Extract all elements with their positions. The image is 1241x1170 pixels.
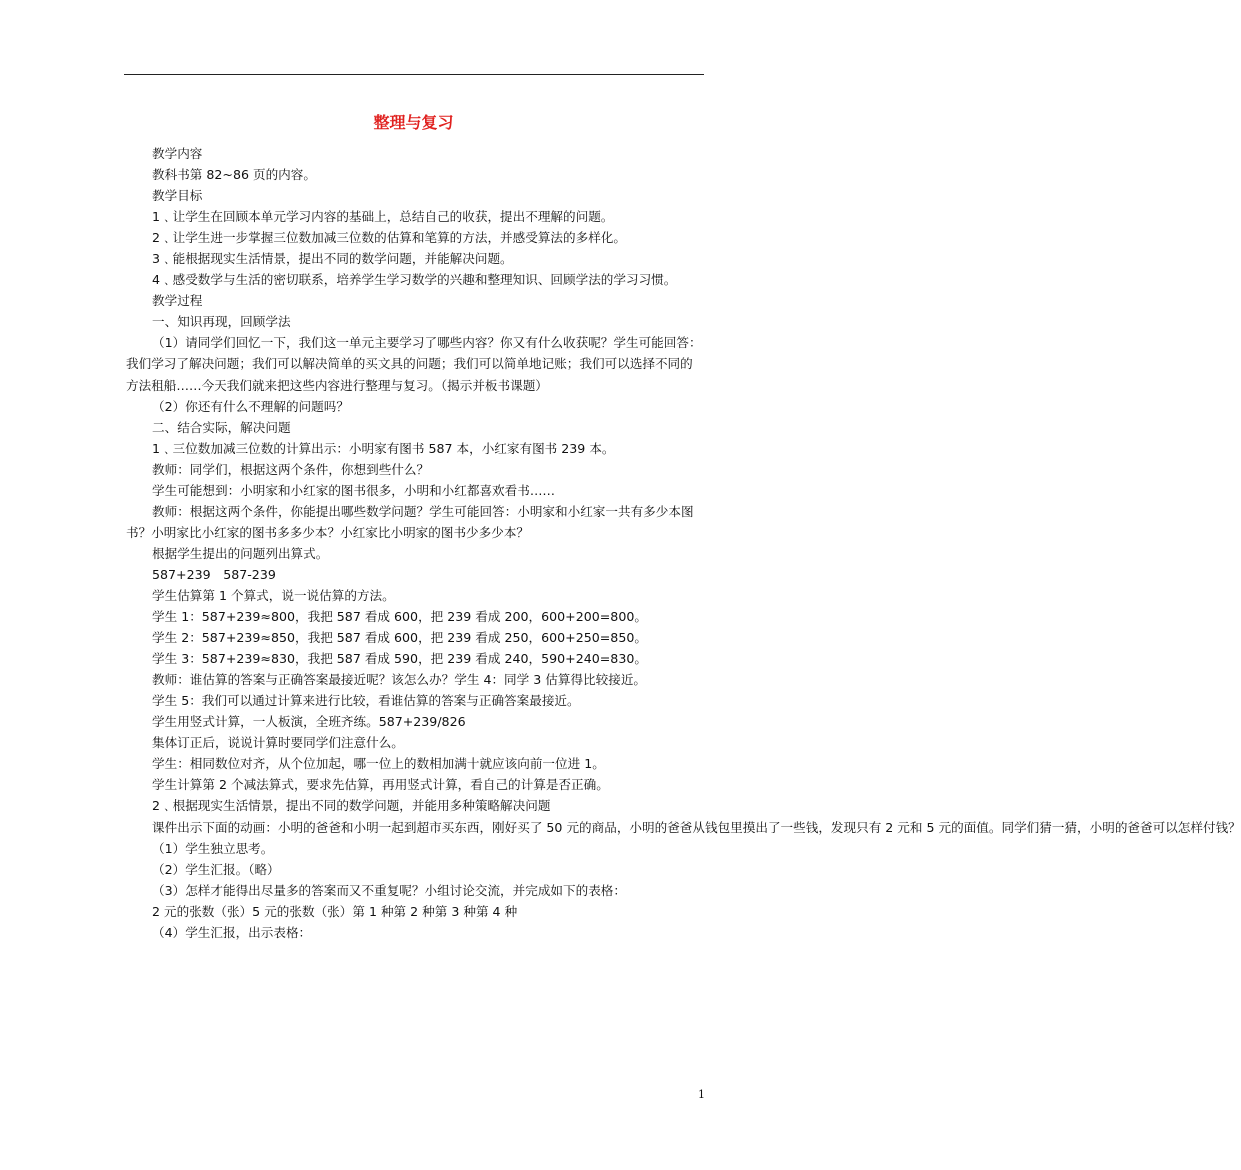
paragraph: 2﹑让学生进一步掌握三位数加减三位数的估算和笔算的方法，并感受算法的多样化。 (152, 230, 626, 246)
paragraph: 1﹑让学生在回顾本单元学习内容的基础上，总结自己的收获，提出不理解的问题。 (152, 209, 614, 225)
paragraph: 根据学生提出的问题列出算式。 (152, 545, 329, 561)
paragraph: （2）你还有什么不理解的问题吗？ (152, 398, 349, 414)
paragraph: 3﹑能根据现实生活情景，提出不同的数学问题，并能解决问题。 (152, 251, 513, 267)
paragraph: 学生可能想到：小明家和小红家的图书很多，小明和小红都喜欢看书…… (152, 482, 555, 498)
page-title: 整理与复习 (373, 113, 454, 132)
paragraph: 学生计算第 2 个减法算式，要求先估算，再用竖式计算，看自己的计算是否正确。 (152, 777, 609, 793)
document-body (126, 143, 1241, 943)
paragraph: （4）学生汇报，出示表格： (152, 924, 312, 940)
paragraph: 教师：根据这两个条件，你能提出哪些数学问题？学生可能回答：小明家和小红家一共有多少本图书？小明家比小红家的图书多多少本？小红家比小明家的图书少多少本？ (126, 503, 694, 540)
paragraph: 一、知识再现，回顾学法 (152, 314, 291, 330)
paragraph: 二、结合实际，解决问题 (152, 419, 291, 435)
paragraph: 1﹑三位数加减三位数的计算出示：小明家有图书 587 本，小红家有图书 239 本。 (152, 440, 615, 456)
paragraph: 学生：相同数位对齐，从个位加起，哪一位上的数相加满十就应该向前一位进 1。 (152, 756, 605, 772)
paragraph: 学生用竖式计算，一人板演，全班齐练。587+239/826 (152, 714, 466, 730)
paragraph: 4﹑感受数学与生活的密切联系，培养学生学习数学的兴趣和整理知识、回顾学法的学习习惯。 (152, 272, 677, 288)
paragraph: （1）请同学们回忆一下，我们这一单元主要学习了哪些内容？你又有什么收获呢？学生可能回答：我们学习了解决问题；我们可以解决简单的买文具的问题；我们可以简单地记账；我们可以选择不同的方法租船……今天我们就来把这些内容进行整理与复习。（揭示并板书课题） (126, 335, 702, 393)
paragraph: 教科书第 82~86 页的内容。 (152, 167, 316, 183)
section-heading: 教学目标 (152, 188, 203, 204)
page-number: 1 (698, 1088, 705, 1101)
paragraph: 教师：谁估算的答案与正确答案最接近呢？该怎么办？学生 4：同学 3 估算得比较接近。 (152, 672, 647, 688)
header-rule (124, 74, 704, 75)
paragraph: 教师：同学们，根据这两个条件，你想到些什么？ (152, 461, 430, 477)
paragraph: 学生 2：587+239≈850，我把 587 看成 600，把 239 看成 250，600+250=850。 (152, 630, 647, 646)
paragraph: 2 元的张数（张）5 元的张数（张）第 1 种第 2 种第 3 种第 4 种 (152, 903, 518, 919)
paragraph: （1）学生独立思考。 (152, 840, 274, 856)
paragraph: 学生估算第 1 个算式，说一说估算的方法。 (152, 587, 395, 603)
paragraph: 学生 3：587+239≈830，我把 587 看成 590，把 239 看成 240，590+240=830。 (152, 651, 647, 667)
paragraph: （3）怎样才能得出尽量多的答案而又不重复呢？小组讨论交流，并完成如下的表格： (152, 882, 626, 898)
paragraph: 学生 1：587+239≈800，我把 587 看成 600，把 239 看成 200，600+200=800。 (152, 609, 647, 625)
section-heading: 教学过程 (152, 293, 203, 309)
paragraph: 集体订正后，说说计算时要同学们注意什么。 (152, 735, 404, 751)
paragraph: 学生 5：我们可以通过计算来进行比较，看谁估算的答案与正确答案最接近。 (152, 693, 580, 709)
paragraph: 587+239 587-239 (152, 566, 276, 582)
section-heading: 教学内容 (152, 146, 203, 161)
paragraph: （2）学生汇报。（略） (152, 861, 280, 877)
paragraph: 2﹑根据现实生活情景，提出不同的数学问题，并能用多种策略解决问题 (152, 798, 551, 814)
paragraph: 课件出示下面的动画：小明的爸爸和小明一起到超市买东西，刚好买了 50 元的商品，小明的爸爸从钱包里摸出了一些钱，发现只有 2 元和 5 元的面值。同学们猜一猜，小明的爸爸可以怎样付钱？ (152, 819, 1241, 835)
